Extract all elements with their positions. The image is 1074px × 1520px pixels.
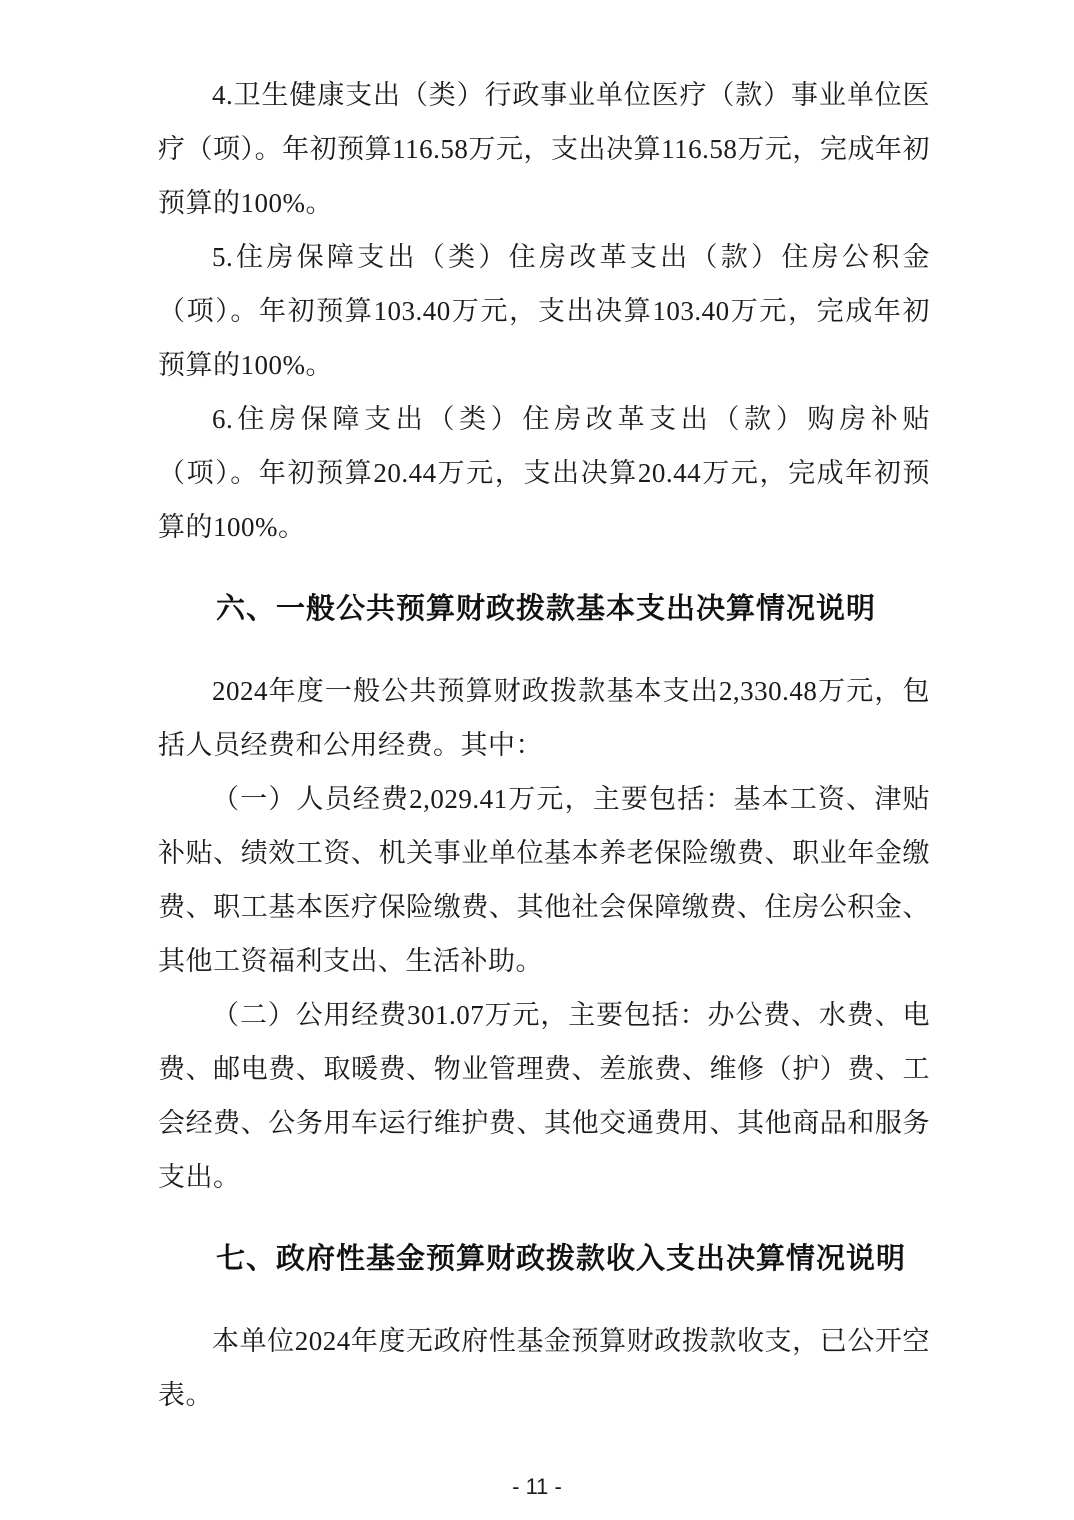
paragraph-government-fund-statement: 本单位2024年度无政府性基金预算财政拨款收支，已公开空表。 bbox=[158, 1326, 930, 1410]
section-heading-6-basic-expenditure: 六、一般公共预算财政拨款基本支出决算情况说明 bbox=[216, 593, 877, 625]
page-number: - 11 - bbox=[512, 1474, 562, 1499]
paragraph-personnel-expenses: （一）人员经费2,029.41万元，主要包括：基本工资、津贴补贴、绩效工资、机关事业单位基本养老保险缴费、职业年金缴费、职工基本医疗保险缴费、其他社会保障缴费、住房公积金、其他工资福利支出、生活补助。 bbox=[158, 784, 930, 976]
section-heading-7-government-fund-budget: 七、政府性基金预算财政拨款收入支出决算情况说明 bbox=[216, 1243, 907, 1275]
page-footer bbox=[0, 1472, 1074, 1502]
paragraph-expense-item-6: 6.住房保障支出（类）住房改革支出（款）购房补贴（项）。年初预算20.44万元，支出决算20.44万元，完成年初预算的100%。 bbox=[158, 404, 930, 542]
paragraph-public-expenses: （二）公用经费301.07万元，主要包括：办公费、水费、电费、邮电费、取暖费、物业管理费、差旅费、维修（护）费、工会经费、公务用车运行维护费、其他交通费用、其他商品和服务支出。 bbox=[158, 1000, 930, 1192]
document-body bbox=[158, 68, 930, 1422]
paragraph-basic-expenditure-total: 2024年度一般公共预算财政拨款基本支出2,330.48万元，包括人员经费和公用经费。其中： bbox=[158, 676, 930, 760]
paragraph-expense-item-4: 4.卫生健康支出（类）行政事业单位医疗（款）事业单位医疗（项）。年初预算116.58万元，支出决算116.58万元，完成年初预算的100%。 bbox=[158, 80, 930, 218]
paragraph-expense-item-5: 5.住房保障支出（类）住房改革支出（款）住房公积金（项）。年初预算103.40万元，支出决算103.40万元，完成年初预算的100%。 bbox=[158, 242, 930, 380]
